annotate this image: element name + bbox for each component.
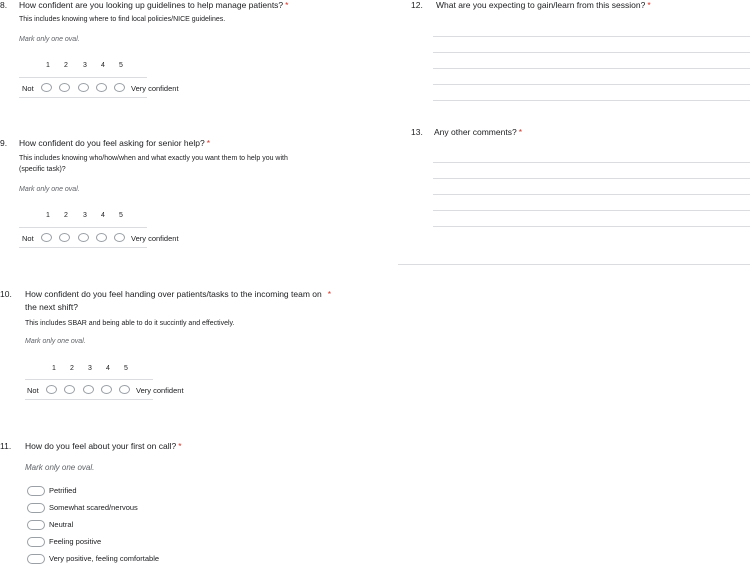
question-title-text: What are you expecting to gain/learn from this session?: [436, 0, 646, 10]
option-label: Petrified: [49, 486, 77, 495]
scale-number: 5: [119, 62, 123, 69]
scale-divider: [25, 399, 153, 400]
answer-line[interactable]: [433, 162, 750, 163]
required-asterisk: *: [327, 289, 332, 299]
oval-radio[interactable]: [27, 520, 45, 530]
oval-option-4[interactable]: [96, 83, 107, 92]
question-title: [25, 288, 331, 300]
scale-divider: [19, 77, 147, 78]
oval-option-2[interactable]: [59, 83, 70, 92]
scale-number: 5: [124, 365, 128, 372]
oval-radio[interactable]: [27, 503, 45, 513]
question-title: [436, 0, 651, 11]
option-label: Very positive, feeling comfortable: [49, 554, 160, 563]
scale-max-label: Very confident: [131, 84, 179, 93]
answer-line[interactable]: [433, 194, 750, 195]
scale-max-label: Very confident: [136, 386, 184, 395]
mark-hint: Mark only one oval.: [25, 463, 95, 472]
oval-radio[interactable]: [27, 537, 45, 547]
option-label: Feeling positive: [49, 537, 102, 546]
required-asterisk: *: [647, 0, 651, 10]
oval-option-2[interactable]: [59, 233, 70, 242]
question-help-text: This includes knowing who/how/when and what exactly you want them to help you with: [19, 155, 288, 162]
oval-option-3[interactable]: [83, 385, 94, 394]
answer-line[interactable]: [433, 210, 750, 211]
scale-number: 3: [83, 62, 87, 69]
oval-option-2[interactable]: [64, 385, 75, 394]
required-asterisk: *: [518, 127, 522, 137]
oval-option-3[interactable]: [78, 83, 89, 92]
question-title-text: How confident do you feel asking for senior help?: [19, 138, 205, 148]
scale-min-label: Not: [27, 386, 39, 395]
scale-number: 1: [52, 365, 56, 372]
oval-option-5[interactable]: [114, 83, 125, 92]
answer-line[interactable]: [433, 68, 750, 69]
mark-hint: Mark only one oval.: [19, 36, 80, 43]
question-help-text: This includes knowing where to find local policies/NICE guidelines.: [19, 16, 226, 23]
oval-radio[interactable]: [27, 554, 45, 564]
oval-radio[interactable]: [27, 486, 45, 496]
oval-option-5[interactable]: [119, 385, 130, 394]
scale-number: 3: [88, 365, 92, 372]
question-help-text: This includes SBAR and being able to do it succintly and effectively.: [25, 320, 235, 327]
question-title: [19, 137, 210, 149]
scale-max-label: Very confident: [131, 234, 179, 243]
oval-option-5[interactable]: [114, 233, 125, 242]
question-title: [434, 126, 522, 138]
question-title: [19, 0, 288, 11]
answer-line[interactable]: [433, 84, 750, 85]
section-divider: [398, 264, 750, 265]
question-title-text: How do you feel about your first on call?: [25, 441, 177, 451]
question-number: 11.: [0, 441, 12, 451]
question-number: 10.: [0, 289, 12, 299]
oval-option-1[interactable]: [46, 385, 57, 394]
scale-number: 2: [64, 62, 68, 69]
oval-option-4[interactable]: [96, 233, 107, 242]
question-number: 8.: [0, 0, 8, 10]
scale-min-label: Not: [22, 234, 34, 243]
scale-divider: [25, 379, 153, 380]
scale-number: 5: [119, 212, 123, 219]
mark-hint: Mark only one oval.: [25, 338, 86, 345]
answer-line[interactable]: [433, 226, 750, 227]
scale-divider: [19, 227, 147, 228]
scale-number: 1: [46, 62, 50, 69]
scale-min-label: Not: [22, 84, 34, 93]
scale-divider: [19, 97, 147, 98]
question-title: [25, 440, 182, 452]
question-title-text: Any other comments?: [434, 127, 517, 137]
scale-divider: [19, 247, 147, 248]
question-title-text: How confident do you feel handing over patients/tasks to the incoming team on: [25, 289, 322, 299]
required-asterisk: *: [285, 0, 289, 10]
answer-line[interactable]: [433, 36, 750, 37]
scale-number: 3: [83, 212, 87, 219]
question-title-continued: the next shift?: [25, 302, 78, 312]
required-asterisk: *: [206, 138, 211, 148]
oval-option-4[interactable]: [101, 385, 112, 394]
answer-line[interactable]: [433, 100, 750, 101]
question-number: 9.: [0, 138, 8, 148]
scale-number: 2: [64, 212, 68, 219]
scale-number: 4: [101, 62, 105, 69]
question-number: 13.: [411, 127, 423, 137]
question-title-text: How confident are you looking up guidelines to help manage patients?: [19, 0, 284, 10]
option-label: Neutral: [49, 520, 74, 529]
oval-option-3[interactable]: [78, 233, 89, 242]
oval-option-1[interactable]: [41, 233, 52, 242]
scale-number: 2: [70, 365, 74, 372]
question-help-text: (specific task)?: [19, 166, 66, 173]
answer-line[interactable]: [433, 52, 750, 53]
mark-hint: Mark only one oval.: [19, 186, 80, 193]
required-asterisk: *: [178, 441, 182, 451]
question-number: 12.: [411, 0, 423, 10]
option-label: Somewhat scared/nervous: [49, 503, 138, 512]
answer-line[interactable]: [433, 178, 750, 179]
scale-number: 4: [106, 365, 110, 372]
oval-option-1[interactable]: [41, 83, 52, 92]
scale-number: 1: [46, 212, 50, 219]
scale-number: 4: [101, 212, 105, 219]
